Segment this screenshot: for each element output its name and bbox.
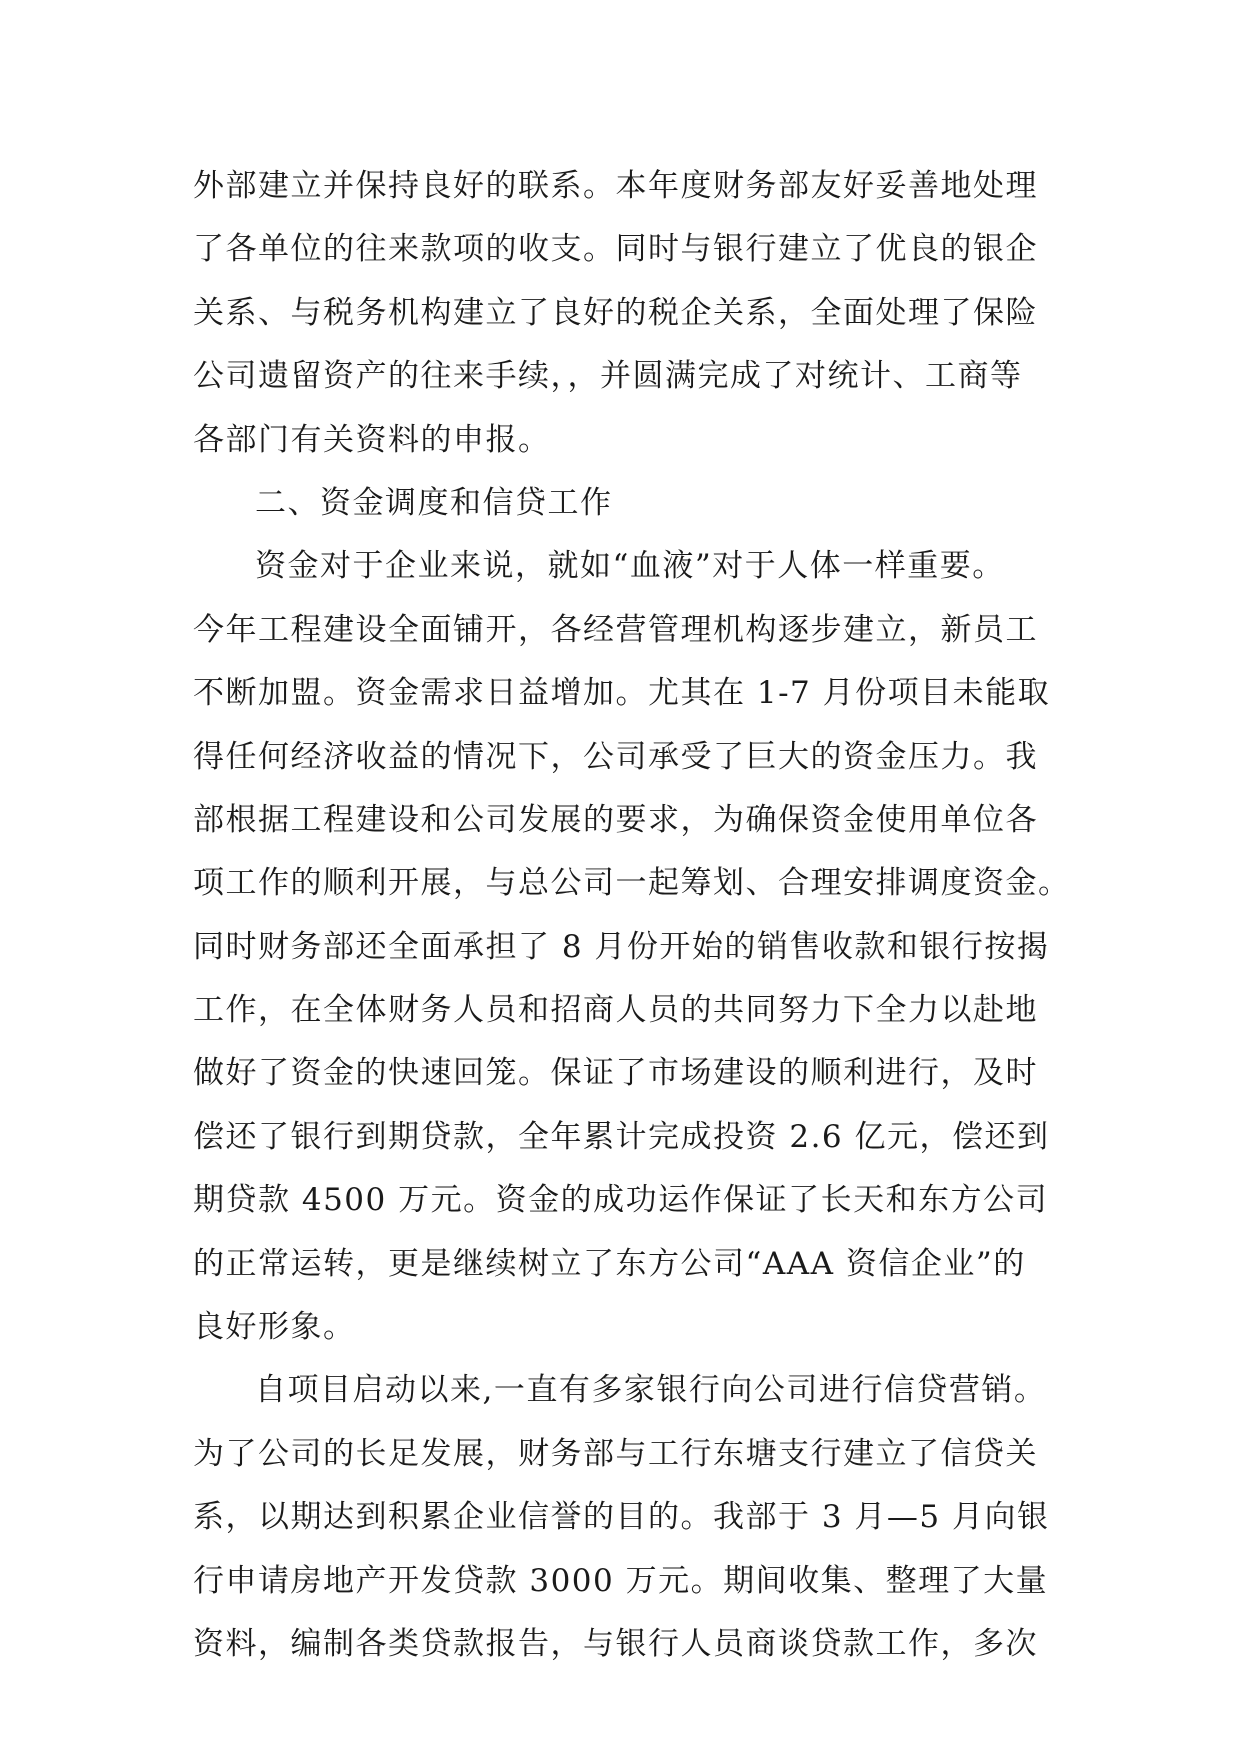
text-line: 工作，在全体财务人员和招商人员的共同努力下全力以赴地 bbox=[193, 992, 1038, 1029]
text-line: 的正常运转，更是继续树立了东方公司“AAA 资信企业”的 bbox=[193, 1245, 1026, 1282]
text-line: 外部建立并保持良好的联系。本年度财务部友好妥善地处理 bbox=[193, 168, 1038, 204]
text-line: 各部门有关资料的申报。 bbox=[193, 421, 551, 458]
text-line: 二、资金调度和信贷工作 bbox=[255, 484, 613, 521]
text-line: 良好形象。 bbox=[193, 1309, 356, 1346]
text-line: 今年工程建设全面铺开，各经营管理机构逐步建立，新员工 bbox=[193, 611, 1038, 648]
text-line: 为了公司的长足发展，财务部与工行东塘支行建立了信贷关 bbox=[193, 1435, 1038, 1472]
text-line: 关系、与税务机构建立了良好的税企关系，全面处理了保险 bbox=[193, 294, 1038, 331]
text-line: 同时财务部还全面承担了 8 月份开始的销售收款和银行按揭 bbox=[193, 928, 1050, 965]
text-line: 行申请房地产开发贷款 3000 万元。期间收集、整理了大量 bbox=[193, 1562, 1049, 1599]
text-line: 资金对于企业来说，就如“血液”对于人体一样重要。 bbox=[255, 548, 1005, 585]
body-text bbox=[193, 155, 1071, 1676]
text-line: 资料，编制各类贷款报告，与银行人员商谈贷款工作，多次 bbox=[193, 1625, 1038, 1662]
text-line: 项工作的顺利开展，与总公司一起筹划、合理安排调度资金。 bbox=[193, 865, 1071, 902]
text-line: 公司遗留资产的往来手续，，并圆满完成了对统计、工商等 bbox=[193, 358, 1023, 395]
text-line: 得任何经济收益的情况下，公司承受了巨大的资金压力。我 bbox=[193, 738, 1038, 775]
text-line: 部根据工程建设和公司发展的要求，为确保资金使用单位各 bbox=[193, 801, 1038, 838]
text-line: 偿还了银行到期贷款，全年累计完成投资 2.6 亿元，偿还到 bbox=[193, 1118, 1050, 1155]
text-line: 不断加盟。资金需求日益增加。尤其在 1-7 月份项目未能取 bbox=[193, 675, 1051, 712]
text-line: 做好了资金的快速回笼。保证了市场建设的顺利进行，及时 bbox=[193, 1055, 1038, 1092]
text-line: 了各单位的往来款项的收支。同时与银行建立了优良的银企 bbox=[193, 231, 1038, 268]
text-line: 系，以期达到积累企业信誉的目的。我部于 3 月—5 月向银 bbox=[193, 1499, 1050, 1536]
text-line: 期贷款 4500 万元。资金的成功运作保证了长天和东方公司 bbox=[193, 1182, 1049, 1219]
text-line: 自项目启动以来,一直有多家银行向公司进行信贷营销。 bbox=[255, 1372, 1047, 1409]
